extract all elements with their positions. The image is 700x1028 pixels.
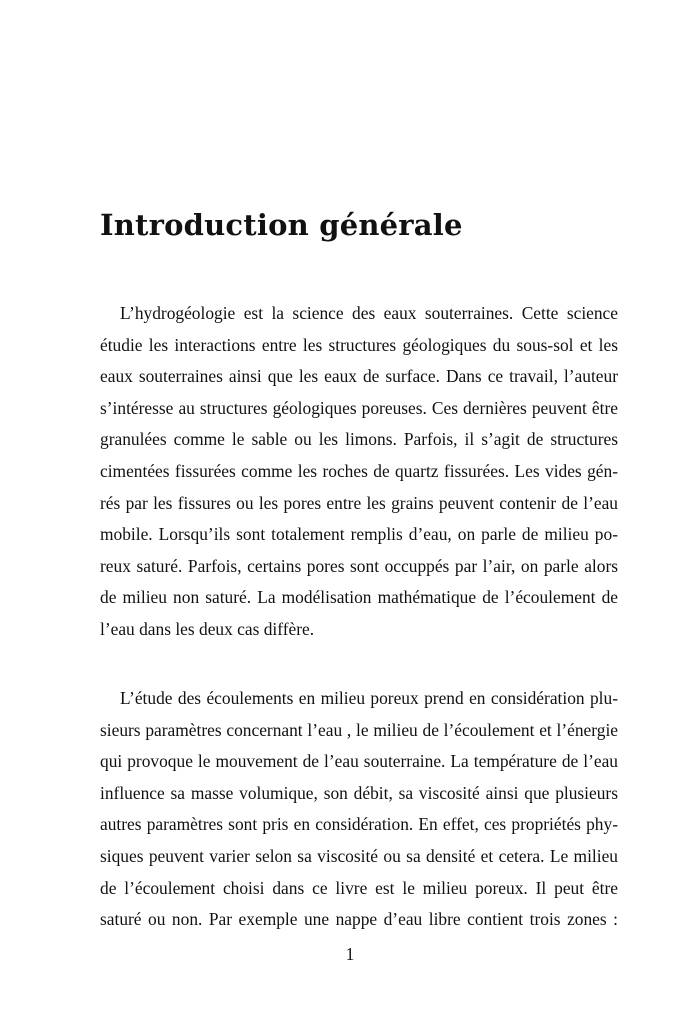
text-line: cimentées fissurées comme les roches de quartz fissurées. Les vides gén-: [100, 460, 618, 481]
paragraph-1: [100, 298, 618, 646]
text-line: l’eau dans les deux cas diffère.: [100, 618, 315, 639]
text-line: eaux souterraines ainsi que les eaux de surface. Dans ce travail, l’auteur: [100, 366, 618, 387]
text-line: influence sa masse volumique, son débit, sa viscosité ainsi que plusieurs: [100, 782, 618, 803]
text-line: L’hydrogéologie est la science des eaux souterraines. Cette science: [120, 303, 618, 323]
text-line: granulées comme le sable ou les limons. Parfois, il s’agit de structures: [100, 429, 618, 450]
text-line: qui provoque le mouvement de l’eau souterraine. La température de l’eau: [100, 751, 618, 772]
text-line: s’intéresse au structures géologiques poreuses. Ces dernières peuvent être: [100, 397, 618, 418]
text-line: L’étude des écoulements en milieu poreux prend en considération plu-: [120, 688, 618, 708]
chapter-title: Introduction générale: [100, 208, 463, 242]
text-line: sieurs paramètres concernant l’eau , le milieu de l’écoulement et l’énergie: [100, 719, 618, 740]
text-line: de milieu non saturé. La modélisation mathématique de l’écoulement de: [100, 587, 618, 608]
text-line: autres paramètres sont pris en considération. En effet, ces propriétés phy-: [100, 814, 618, 835]
paragraph-2: [100, 683, 618, 936]
text-line: de l’écoulement choisi dans ce livre est le milieu poreux. Il peut être: [100, 877, 618, 898]
text-line: mobile. Lorsqu’ils sont totalement remplis d’eau, on parle de milieu po-: [100, 524, 618, 545]
text-line: reux saturé. Parfois, certains pores sont occuppés par l’air, on parle alors: [100, 555, 618, 576]
text-line: étudie les interactions entre les structures géologiques du sous-sol et les: [100, 334, 618, 355]
text-line: rés par les fissures ou les pores entre les grains peuvent contenir de l’eau: [100, 492, 618, 513]
page-number: 1: [345, 944, 355, 964]
text-line: saturé ou non. Par exemple une nappe d’eau libre contient trois zones :: [100, 909, 618, 930]
text-line: siques peuvent varier selon sa viscosité ou sa densité et cetera. Le milieu: [100, 845, 618, 866]
